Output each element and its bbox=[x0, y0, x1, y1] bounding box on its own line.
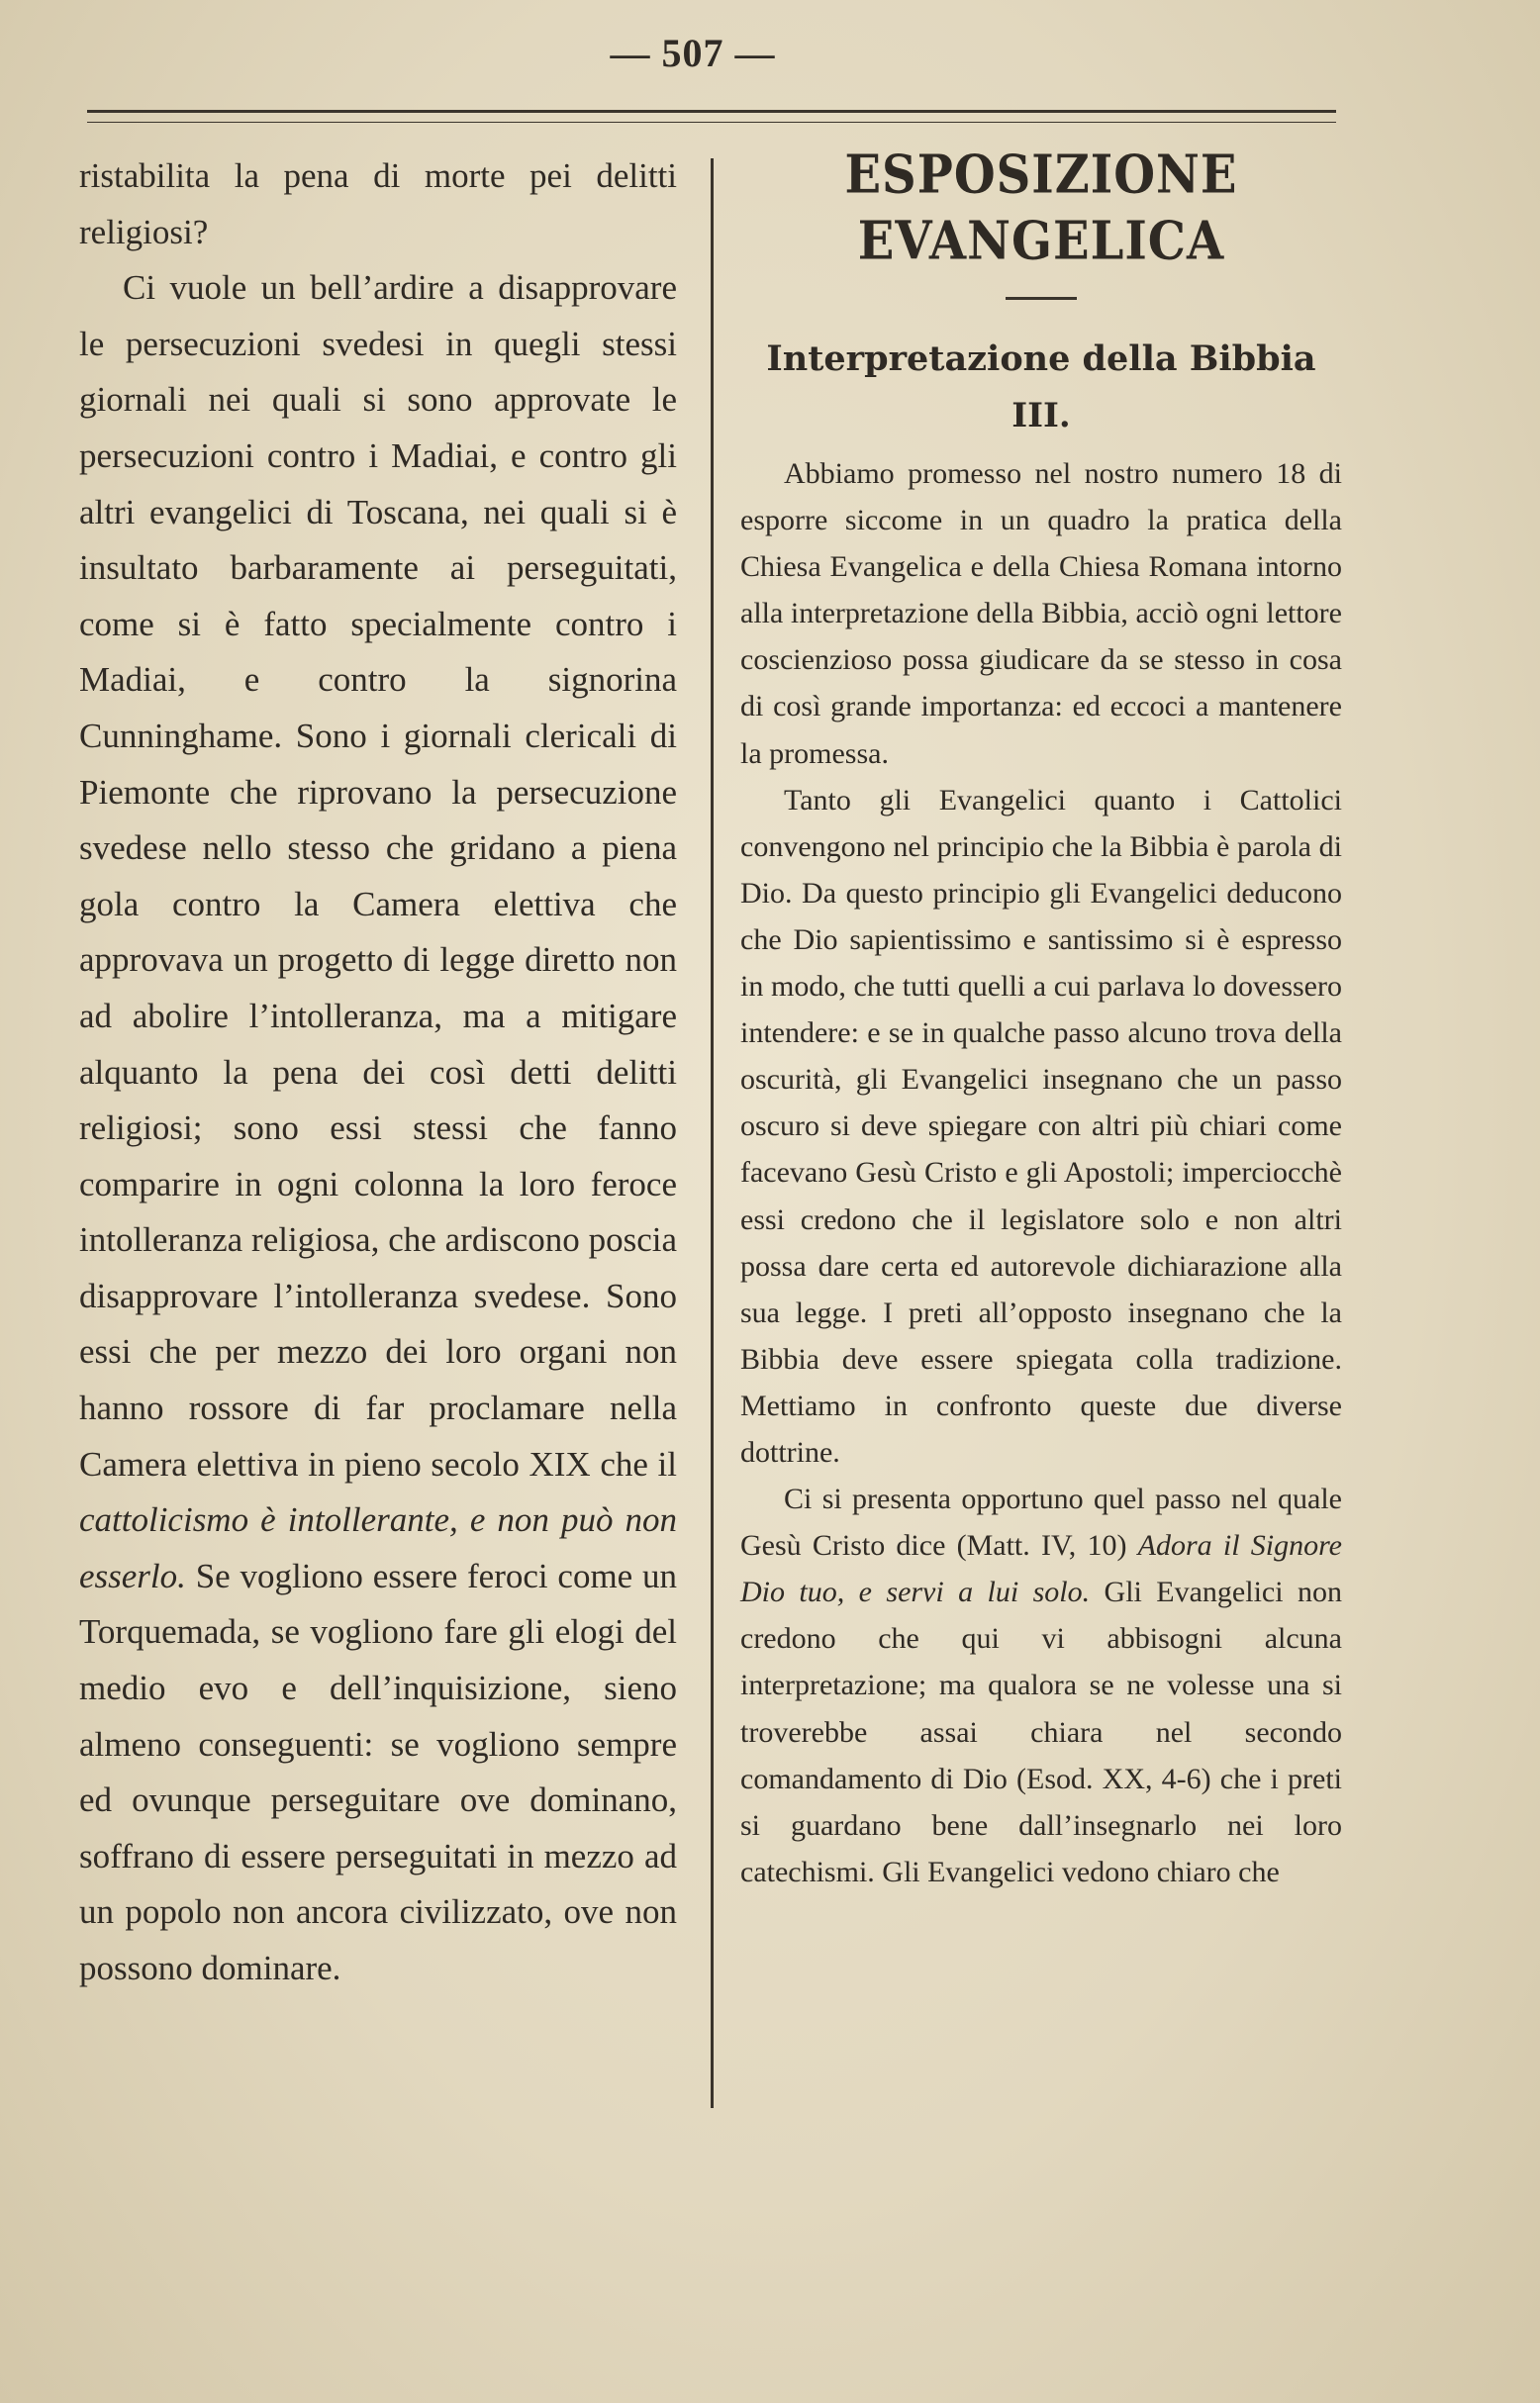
right-paragraph-3-italic-1: Adora il Signore Dio tuo, e servi a lui solo. bbox=[740, 1529, 1342, 1609]
left-paragraph-text-3: Se vogliono essere feroci come un Torquemada, se vogliono fare gli elogi del medio evo e dell’inquisizione, sieno almeno conseguenti: se vogliono sempre ed ovunque perseguitare ove dominano, soffrano di essere perseguitati in mezzo ad un popolo non ancora civilizzato, ove non possono dominare. bbox=[79, 1556, 677, 1987]
right-paragraph-3-text-2: Gli Evangelici non credono che qui vi abbisogni alcuna interpretazione; ma qualora se ne volesse una si troverebbe assai chiara nel secondo comandamento di Dio (Esod. XX, 4-6) che i preti si guardano bene dall’insegnarlo nei loro catechismi. Gli Evangelici vedono chiaro che bbox=[740, 1576, 1342, 1888]
column-divider bbox=[711, 158, 714, 2108]
right-paragraph-1: Abbiamo promesso nel nostro numero 18 di esporre siccome in un quadro la pratica della Chiesa Evangelica e della Chiesa Romana intorno alla interpretazione della Bibbia, acciò ogni lettore coscienzioso possa giudicare da se stesso in cosa di così grande importanza: ed eccoci a mantenere la promessa. bbox=[740, 457, 1342, 770]
page-number: — 507 — bbox=[610, 31, 776, 75]
header-rule bbox=[87, 110, 1336, 123]
right-paragraph-3-text-1: Ci si presenta opportuno quel passo nel quale Gesù Cristo dice (Matt. IV, 10) bbox=[740, 1483, 1342, 1563]
part-number: III. bbox=[1011, 396, 1071, 435]
right-paragraph-2: Tanto gli Evangelici quanto i Cattolici convengono nel principio che la Bibbia è parola di Dio. Da questo principio gli Evangelici deducono che Dio sapientissimo e santissimo si è espresso in modo, che tutti quelli a cui parlava lo dovessero intendere: e se in qualche passo alcuno trova della oscurità, gli Evangelici insegnano che un passo oscuro si deve spiegare con altri più chiari come facevano Gesù Cristo e gli Apostoli; imperciocchè essi credono che il legislatore solo e non altri possa dare certa ed autorevole dichiarazione alla sua legge. I preti all’opposto insegnano che la Bibbia deve essere spiegata colla tradizione. Mettiamo in confronto queste due diverse dottrine. bbox=[740, 783, 1342, 1469]
section-title: ESPOSIZIONE EVANGELICA bbox=[844, 144, 1238, 272]
left-paragraph-italic-2: e non può non esserlo. bbox=[79, 1500, 677, 1595]
title-rule bbox=[1006, 297, 1077, 300]
left-paragraph-italic-1: cattolicismo è intollerante bbox=[79, 1500, 450, 1540]
left-paragraph-text-1: Ci vuole un bell’ardire a disapprovare le persecuzioni svedesi in quegli stessi giornali nei quali si sono approvate le persecuzioni contro i Madiai, e contro gli altri evangelici di Toscana, nei quali si è insultato barbaramente ai perseguitati, come si è fatto specialmente contro i Madiai, e contro la signorina Cunninghame. Sono i giornali clericali di Piemonte che riprovano la persecuzione svedese nello stesso che gridano a piena gola contro la Camera elettiva che approvava un progetto di legge diretto non ad abolire l’intolleranza, ma a mitigare alquanto la pena dei così detti delitti religiosi; sono essi stessi che fanno comparire in ogni colonna la loro feroce intolleranza religiosa, che ardiscono poscia disapprovare l’intolleranza svedese. Sono essi che per mezzo dei loro organi non hanno rossore di far proclamare nella Camera elettiva in pieno secolo XIX che il bbox=[79, 268, 677, 1484]
right-column bbox=[740, 144, 1342, 1895]
article-subtitle: Interpretazione della Bibbia bbox=[766, 338, 1316, 379]
left-column bbox=[79, 148, 677, 1997]
right-paragraph-3 bbox=[740, 1476, 1342, 1895]
continuation-text: ristabilita la pena di morte pei delitti religiosi? bbox=[79, 156, 677, 251]
left-paragraph-text-2: , bbox=[449, 1500, 470, 1540]
left-paragraph bbox=[79, 260, 677, 1996]
